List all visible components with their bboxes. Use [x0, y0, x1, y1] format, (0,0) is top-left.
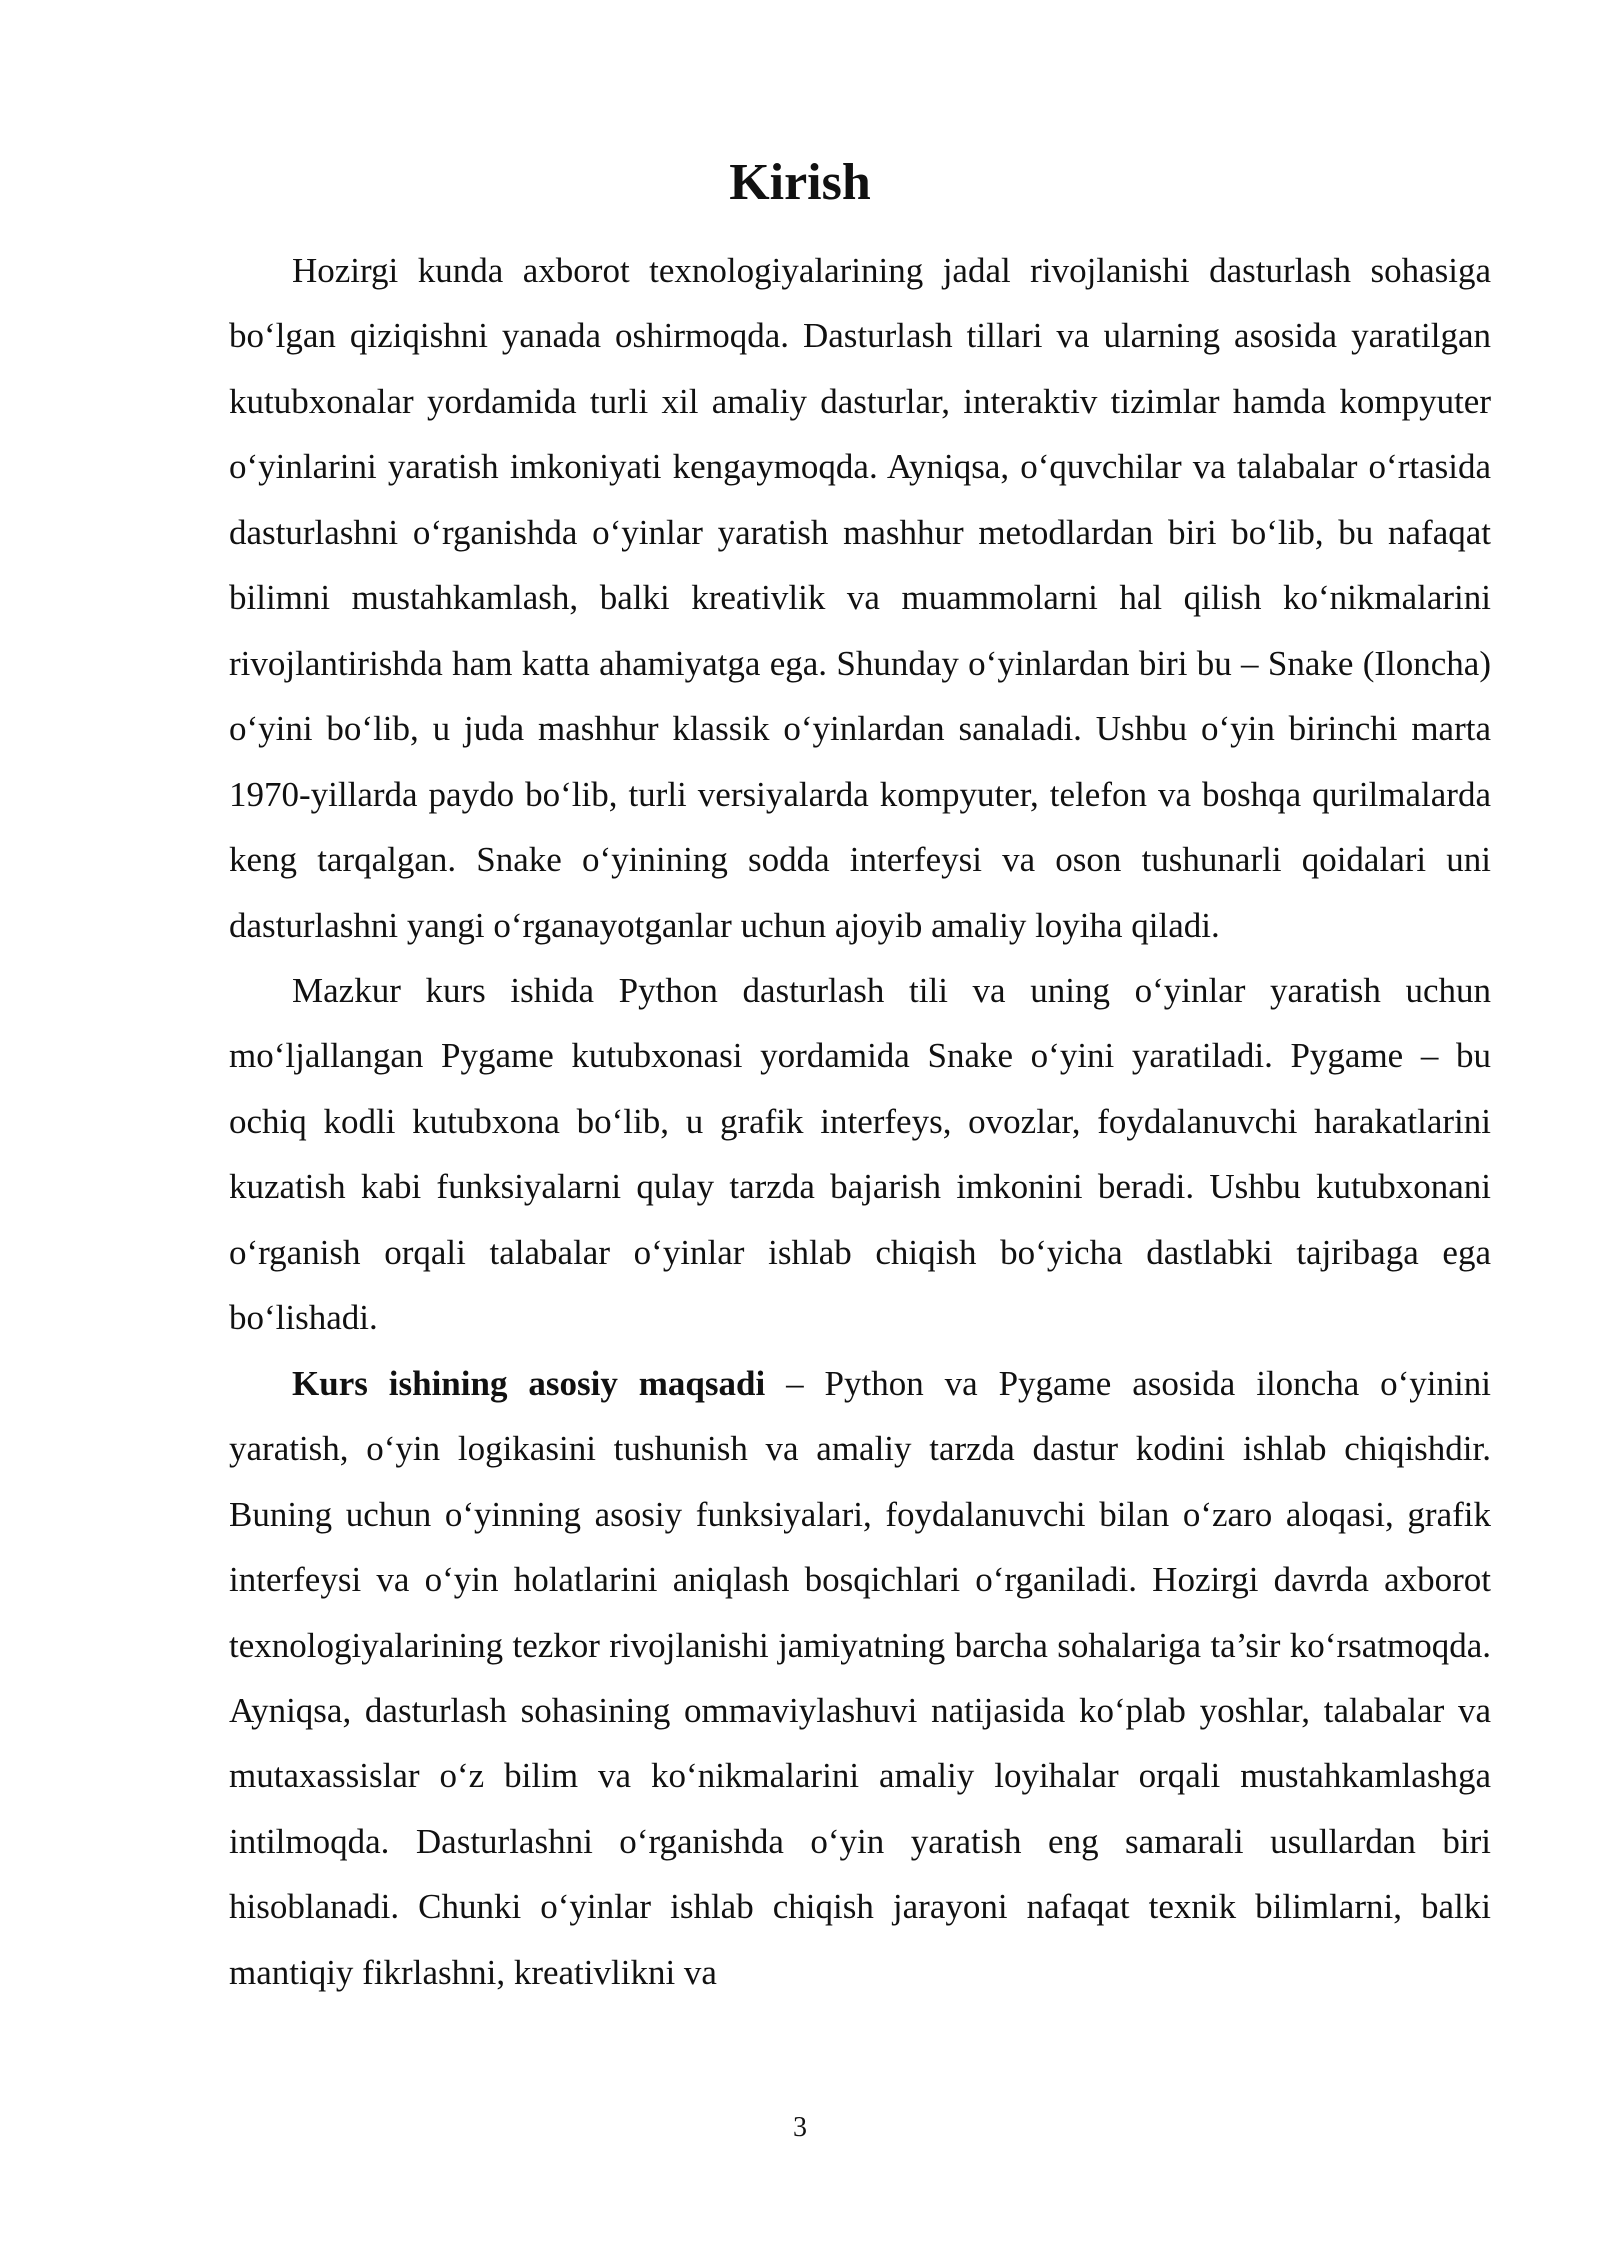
paragraph-text: Hozirgi kunda axborot texnologiyalarining jadal rivojlanishi dasturlash sohasiga bo‘lgan qiziqishni yanada oshirmoqda. Dasturlash tillari va ularning asosida yaratilgan kutubxonalar yordamida turli xil amaliy dasturlar, interaktiv tizimlar hamda kompyuter o‘yinlarini yaratish imkoniyati kengaymoqda. Ayniqsa, o‘quvchilar va talabalar o‘rtasida dasturlashni o‘rganishda o‘yinlar yaratish mashhur metodlardan biri bo‘lib, bu nafaqat bilimni mustahkamlash, balki kreativlik va muammolarni hal qilish ko‘nikmalarini rivojlantirishda ham katta ahamiyatga ega. Shunday o‘yinlardan biri bu – Snake (Iloncha) o‘yini bo‘lib, u juda mashhur klassik o‘yinlardan sanaladi. Ushbu o‘yin birinchi marta 1970-yillarda paydo bo‘lib, turli versiyalarda kompyuter, telefon va boshqa qurilmalarda keng tarqalgan. Snake o‘yinining sodda interfeysi va oson tushunarli qoidalari uni dasturlashni yangi o‘rganayotganlar uchun ajoyib amaliy loyiha qiladi.: [229, 251, 1491, 945]
paragraph-pygame: [229, 958, 1491, 1351]
paragraph-text: – Python va Pygame asosida iloncha o‘yinini yaratish, o‘yin logikasini tushunish va amaliy tarzda dastur kodini ishlab chiqishdir. Buning uchun o‘yinning asosiy funksiyalari, foydalanuvchi bilan o‘zaro aloqasi, grafik interfeysi va o‘yin holatlarini aniqlash bosqichlari o‘rganiladi. Hozirgi davrda axborot texnologiyalarining tezkor rivojlanishi jamiyatning barcha sohalariga ta’sir ko‘rsatmoqda. Ayniqsa, dasturlash sohasining ommaviylashuvi natijasida ko‘plab yoshlar, talabalar va mutaxassislar o‘z bilim va ko‘nikmalarini amaliy loyihalar orqali mustahkamlashga intilmoqda. Dasturlashni o‘rganishda o‘yin yaratish eng samarali usullardan biri hisoblanadi. Chunki o‘yinlar ishlab chiqish jarayoni nafaqat texnik bilimlarni, balki mantiqiy fikrlashni, kreativlikni va: [229, 1363, 1491, 1992]
paragraph-goal: [229, 1351, 1491, 2006]
page-title: Kirish: [729, 154, 871, 211]
paragraph-text: Mazkur kurs ishida Python dasturlash tili va uning o‘yinlar yaratish uchun mo‘ljallangan Pygame kutubxonasi yordamida Snake o‘yini yaratiladi. Pygame – bu ochiq kodli kutubxona bo‘lib, u grafik interfeys, ovozlar, foydalanuvchi harakatlarini kuzatish kabi funksiyalarni qulay tarzda bajarish imkonini beradi. Ushbu kutubxonani o‘rganish orqali talabalar o‘yinlar ishlab chiqish bo‘yicha dastlabki tajribaga ega bo‘lishadi.: [229, 970, 1491, 1338]
page-number: 3: [793, 2112, 807, 2143]
body-text: [229, 238, 1491, 2005]
paragraph-intro: [229, 238, 1491, 958]
paragraph-lead: Kurs ishining asosiy maqsadi: [292, 1363, 766, 1403]
